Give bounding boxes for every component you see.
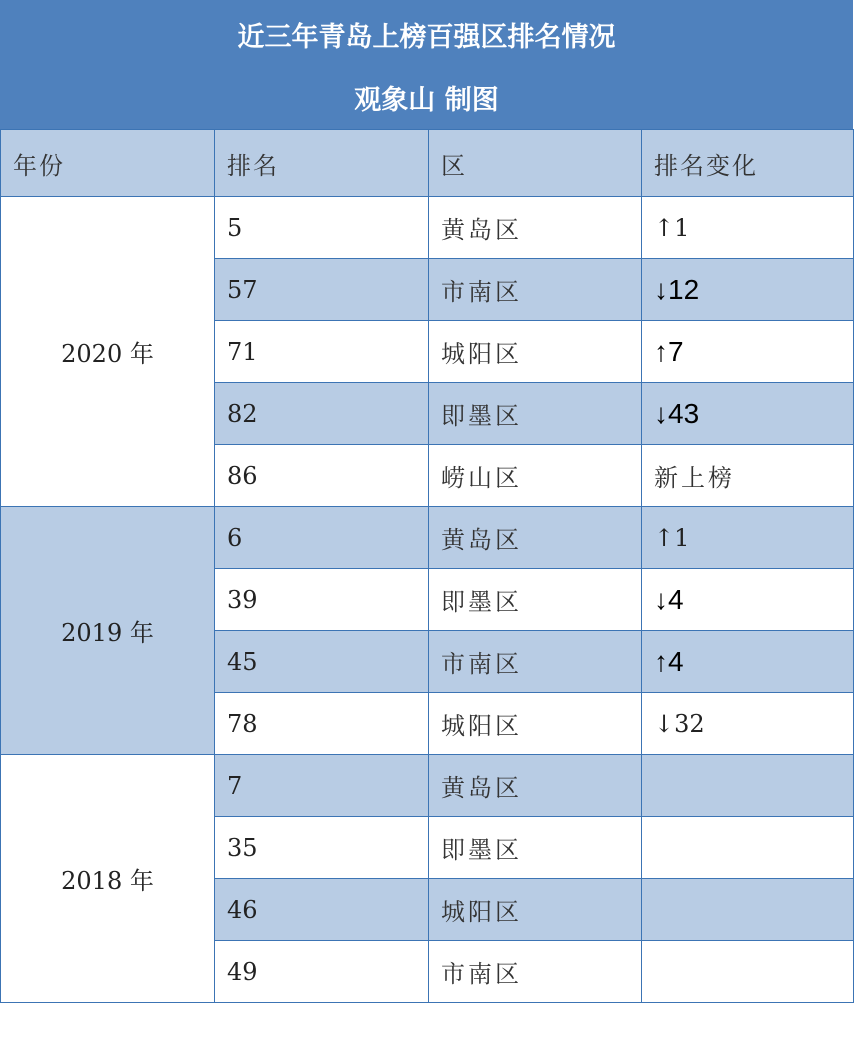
rank-cell: 57 xyxy=(215,259,429,321)
table-subtitle: 观象山 制图 xyxy=(354,85,499,116)
district-cell: 黄岛区 xyxy=(429,507,642,569)
district-cell: 黄岛区 xyxy=(429,755,642,817)
district-cell: 崂山区 xyxy=(429,445,642,507)
district-cell: 市南区 xyxy=(429,631,642,693)
rank-cell: 35 xyxy=(215,817,429,879)
rank-cell: 6 xyxy=(215,507,429,569)
district-cell: 即墨区 xyxy=(429,817,642,879)
table-row xyxy=(1,197,854,259)
district-cell: 市南区 xyxy=(429,259,642,321)
district-cell: 城阳区 xyxy=(429,693,642,755)
district-cell: 城阳区 xyxy=(429,879,642,941)
rank-cell: 46 xyxy=(215,879,429,941)
district-cell: 黄岛区 xyxy=(429,197,642,259)
change-cell: ↓32 xyxy=(642,693,854,755)
change-cell: ↓12 xyxy=(642,259,854,321)
rank-cell: 71 xyxy=(215,321,429,383)
column-header-change: 排名变化 xyxy=(642,130,854,197)
change-cell: ↑1 xyxy=(642,197,854,259)
rank-cell: 45 xyxy=(215,631,429,693)
district-cell: 城阳区 xyxy=(429,321,642,383)
change-cell xyxy=(642,941,854,1003)
column-header-rank: 排名 xyxy=(215,130,429,197)
rank-cell: 7 xyxy=(215,755,429,817)
year-cell: 2019 年 xyxy=(1,507,215,755)
table-title: 近三年青岛上榜百强区排名情况 xyxy=(237,22,616,53)
rank-cell: 5 xyxy=(215,197,429,259)
change-cell: ↑7 xyxy=(642,321,854,383)
column-header-year: 年份 xyxy=(1,130,215,197)
district-cell: 即墨区 xyxy=(429,383,642,445)
change-cell: ↑4 xyxy=(642,631,854,693)
year-cell: 2020 年 xyxy=(1,197,215,507)
rank-cell: 39 xyxy=(215,569,429,631)
change-cell: ↑1 xyxy=(642,507,854,569)
change-cell xyxy=(642,755,854,817)
ranking-table xyxy=(0,129,854,1003)
table-row xyxy=(1,507,854,569)
rank-cell: 49 xyxy=(215,941,429,1003)
rank-cell: 86 xyxy=(215,445,429,507)
change-cell: ↓43 xyxy=(642,383,854,445)
column-header-district: 区 xyxy=(429,130,642,197)
change-cell: 新上榜 xyxy=(642,445,854,507)
header-row xyxy=(1,130,854,197)
change-cell xyxy=(642,817,854,879)
change-cell xyxy=(642,879,854,941)
district-cell: 即墨区 xyxy=(429,569,642,631)
year-cell: 2018 年 xyxy=(1,755,215,1003)
change-cell: ↓4 xyxy=(642,569,854,631)
rank-cell: 78 xyxy=(215,693,429,755)
table-row xyxy=(1,755,854,817)
rank-cell: 82 xyxy=(215,383,429,445)
district-cell: 市南区 xyxy=(429,941,642,1003)
title-banner xyxy=(0,0,853,129)
